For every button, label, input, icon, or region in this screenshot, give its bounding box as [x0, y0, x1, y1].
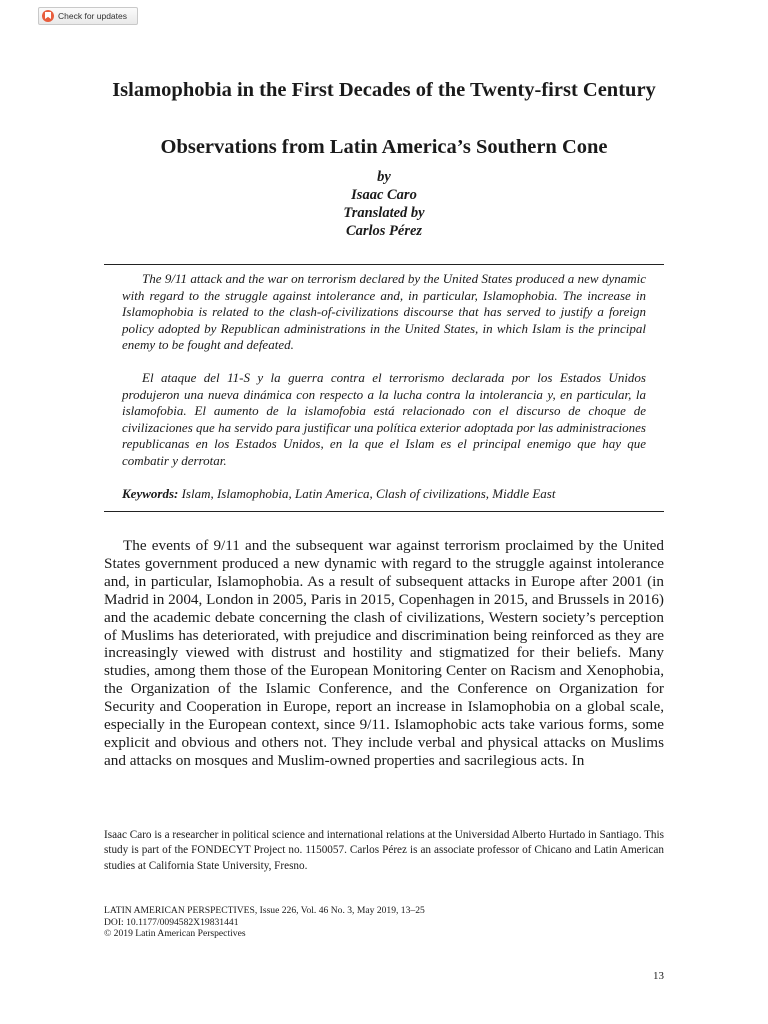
by-label: by [377, 169, 391, 185]
translator-name: Carlos Pérez [345, 223, 423, 239]
abstract-english [122, 271, 646, 354]
check-for-updates-button[interactable] [38, 7, 138, 25]
article-title: Islamophobia in the First Decades of the Twenty-first Century [112, 79, 656, 101]
journal-doi: DOI: 10.1177/0094582X19831441 [104, 916, 239, 928]
author-name: Isaac Caro [351, 187, 417, 203]
abstract-bottom-rule [104, 511, 664, 512]
byline [104, 168, 664, 240]
keywords-list: Islam, Islamophobia, Latin America, Clash of civilizations, Middle East [181, 486, 556, 501]
check-for-updates-label: Check for updates [58, 11, 127, 21]
body-paragraph-text: The events of 9/11 and the subsequent war against terrorism proclaimed by the United States government produced a new dynamic with regard to the struggle against intolerance and, in particular, Islamophobia. As a result of subsequent attacks in Europe after 2001 (in Madrid in 2004, London in 2005, Paris in 2015, Copenhagen in 2015, and Brussels in 2016) and the academic debate concerning the clash of civilizations, Western society’s perception of Muslims has deteriorated, with prejudice and discrimination being reinforced as they are increasingly viewed with distrust and hostility and stigmatized for their beliefs. Many studies, among them those of the European Monitoring Center on Racism and Xenophobia, the Organization of the Islamic Conference, and the Conference on Organization for Security and Cooperation in Europe, report an increase in Islamophobia on a global scale, especially in the European context, since 9/11. Islamophobic acts take various forms, some explicit and obvious and others not. They include verbal and physical attacks on Muslims and attacks on mosques and Muslim-owned properties and sacrilegious acts. In [104, 537, 664, 769]
journal-citation: LATIN AMERICAN PERSPECTIVES, Issue 226, Vol. 46 No. 3, May 2019, 13–25 [104, 905, 425, 916]
journal-info [104, 905, 664, 940]
body-paragraph [104, 537, 664, 770]
page-number: 13 [653, 970, 664, 982]
abstract-spanish-text: El ataque del 11-S y la guerra contra el terrorismo declarada por los Estados Unidos produjeron una nueva dinámica con respecto a la lucha contra la intolerancia y, en particular, la islamofobia. El aumento de la islamofobia está relacionado con el discurso de choque de civilizaciones que ha servido para justificar una política exterior adoptada por las administraciones republicanas en los Estados Unidos, en la que el Islam es el principal enemigo que hay que combatir y derrotar. [122, 370, 646, 468]
translated-by-label: Translated by [343, 205, 425, 221]
article-subtitle: Observations from Latin America’s Southern Cone [160, 136, 608, 158]
keywords-label: Keywords: [122, 486, 179, 501]
abstract-top-rule [104, 264, 664, 265]
crossmark-icon [42, 10, 54, 22]
keywords [122, 486, 646, 502]
author-note: Isaac Caro is a researcher in political science and international relations at the Universidad Alberto Hurtado in Santiago. This study is part of the FONDECYT Project no. 1150057. Carlos Pérez is an associate professor of Chicano and Latin American studies at California State University, Fresno. [104, 829, 664, 872]
abstract-spanish [122, 370, 646, 470]
journal-copyright: © 2019 Latin American Perspectives [104, 928, 246, 939]
abstract-english-text: The 9/11 attack and the war on terrorism declared by the United States produced a new dynamic with regard to the struggle against intolerance and, in particular, Islamophobia. The increase in Islamophobia is related to the clash-of-civilizations discourse that has served to justify a foreign policy adopted by Republican administrations in the United States, in which Islam is the principal enemy to be fought and defeated. [122, 271, 646, 353]
